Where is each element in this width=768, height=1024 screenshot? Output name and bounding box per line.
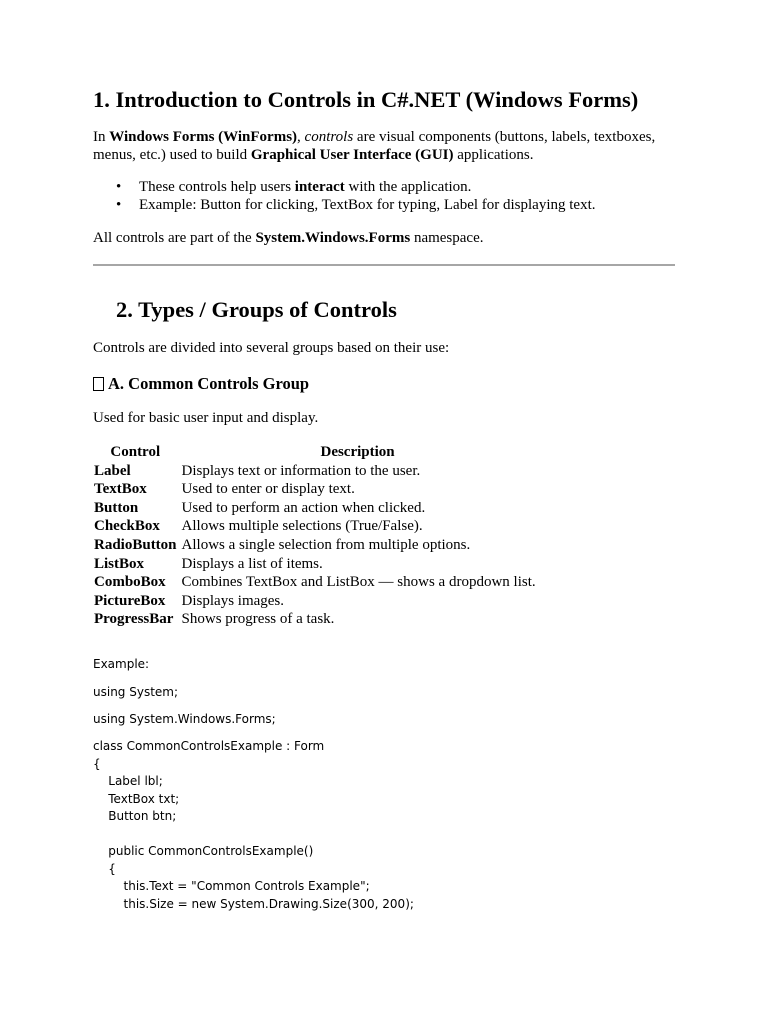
section-1-heading: 1. Introduction to Controls in C#.NET (Windows Forms): [93, 87, 639, 112]
intro-bullet-list: [93, 179, 596, 214]
control-name: RadioButton: [94, 536, 177, 553]
section-2-heading: 2. Types / Groups of Controls: [116, 297, 397, 322]
control-description: Allows multiple selections (True/False).: [181, 518, 423, 535]
control-description: Displays text or information to the user.: [181, 462, 421, 479]
list-item: • These controls help users interact with the application.: [116, 179, 472, 195]
control-name: Button: [94, 499, 139, 516]
control-name: ProgressBar: [94, 611, 174, 628]
control-description: Combines TextBox and ListBox — shows a dropdown list.: [181, 574, 536, 591]
groups-intro-paragraph: Controls are divided into several groups based on their use:: [93, 340, 450, 356]
missing-glyph-icon: [93, 377, 104, 391]
control-name: PictureBox: [94, 592, 166, 609]
control-description: Used to perform an action when clicked.: [181, 499, 426, 516]
control-name: TextBox: [94, 481, 147, 498]
control-name: Label: [94, 462, 131, 479]
control-name: CheckBox: [94, 518, 160, 535]
table-row: [93, 499, 538, 518]
control-name: ComboBox: [94, 574, 166, 591]
horizontal-divider: [93, 264, 675, 266]
namespace-term: System.Windows.Forms: [255, 230, 411, 246]
bullet-icon: •: [116, 196, 122, 213]
code-block: class CommonControlsExample : Form { Label lbl; TextBox txt; Button btn; public CommonControlsExample() { this.Text = "Common Controls Example"; this.Size = new System.Drawing.Size(300, 200);: [93, 739, 414, 911]
table-row: [93, 610, 538, 629]
common-controls-intro: Used for basic user input and display.: [93, 410, 319, 426]
control-description: Displays images.: [181, 592, 285, 609]
control-description: Shows progress of a task.: [181, 611, 335, 628]
controls-table: [93, 443, 538, 629]
list-item: • Example: Button for clicking, TextBox for typing, Label for displaying text.: [116, 196, 596, 213]
table-row: [93, 517, 538, 536]
code-using-forms: using System.Windows.Forms;: [93, 712, 276, 726]
gui-term: Graphical User Interface (GUI): [250, 146, 454, 163]
example-label: Example:: [93, 657, 150, 671]
bullet-icon: •: [116, 179, 122, 195]
control-description: Allows a single selection from multiple options.: [181, 536, 471, 553]
code-using-system: using System;: [93, 685, 179, 699]
column-header-control: Control: [110, 444, 161, 460]
table-row: [93, 573, 538, 592]
control-name: ListBox: [94, 555, 145, 572]
winforms-term: Windows Forms (WinForms): [109, 129, 298, 145]
controls-term: controls: [304, 129, 354, 145]
common-controls-subheading: A. Common Controls Group: [93, 374, 309, 394]
control-description: Used to enter or display text.: [181, 481, 355, 498]
control-description: Displays a list of items.: [181, 555, 323, 572]
table-row: [93, 480, 538, 499]
table-row: [93, 592, 538, 611]
table-row: [93, 536, 538, 555]
table-row: [93, 555, 538, 574]
intro-paragraph: In Windows Forms (WinForms), controls are visual components (buttons, labels, textboxes, menus, etc.) used to build Graphical User Interface (GUI) applications.: [93, 129, 656, 163]
table-header-row: [93, 443, 538, 462]
column-header-description: Description: [320, 444, 395, 460]
namespace-paragraph: All controls are part of the System.Windows.Forms namespace.: [93, 230, 484, 246]
table-row: [93, 462, 538, 481]
